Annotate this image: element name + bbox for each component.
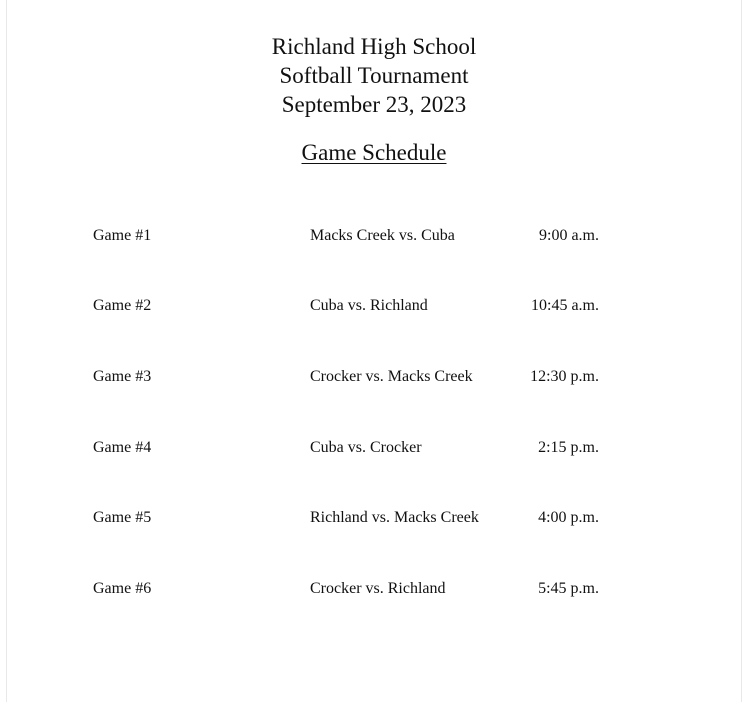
game-number: Game #1 xyxy=(93,227,152,244)
schedule-row xyxy=(7,507,741,529)
schedule-row xyxy=(7,366,741,388)
game-time: 4:00 p.m. xyxy=(538,509,599,526)
game-number: Game #5 xyxy=(93,509,152,526)
schedule-row xyxy=(7,225,741,247)
game-number: Game #6 xyxy=(93,580,152,597)
schedule-row xyxy=(7,295,741,317)
document-page xyxy=(6,0,742,702)
game-matchup: Cuba vs. Crocker xyxy=(310,439,422,456)
game-number: Game #2 xyxy=(93,297,152,314)
game-matchup: Macks Creek vs. Cuba xyxy=(310,227,455,244)
game-matchup: Cuba vs. Richland xyxy=(310,297,428,314)
game-number: Game #3 xyxy=(93,368,152,385)
game-time: 9:00 a.m. xyxy=(539,227,599,244)
event-date: September 23, 2023 xyxy=(281,92,467,117)
game-matchup: Richland vs. Macks Creek xyxy=(310,509,479,526)
school-name: Richland High School xyxy=(271,34,477,59)
game-time: 10:45 a.m. xyxy=(531,297,599,314)
event-name: Softball Tournament xyxy=(279,63,469,88)
game-time: 5:45 p.m. xyxy=(538,580,599,597)
game-time: 2:15 p.m. xyxy=(538,439,599,456)
game-schedule xyxy=(7,0,741,702)
schedule-row xyxy=(7,437,741,459)
game-matchup: Crocker vs. Richland xyxy=(310,580,446,597)
game-matchup: Crocker vs. Macks Creek xyxy=(310,368,473,385)
schedule-row xyxy=(7,578,741,600)
game-time: 12:30 p.m. xyxy=(530,368,599,385)
game-number: Game #4 xyxy=(93,439,152,456)
schedule-heading-text: Game Schedule xyxy=(301,140,447,165)
